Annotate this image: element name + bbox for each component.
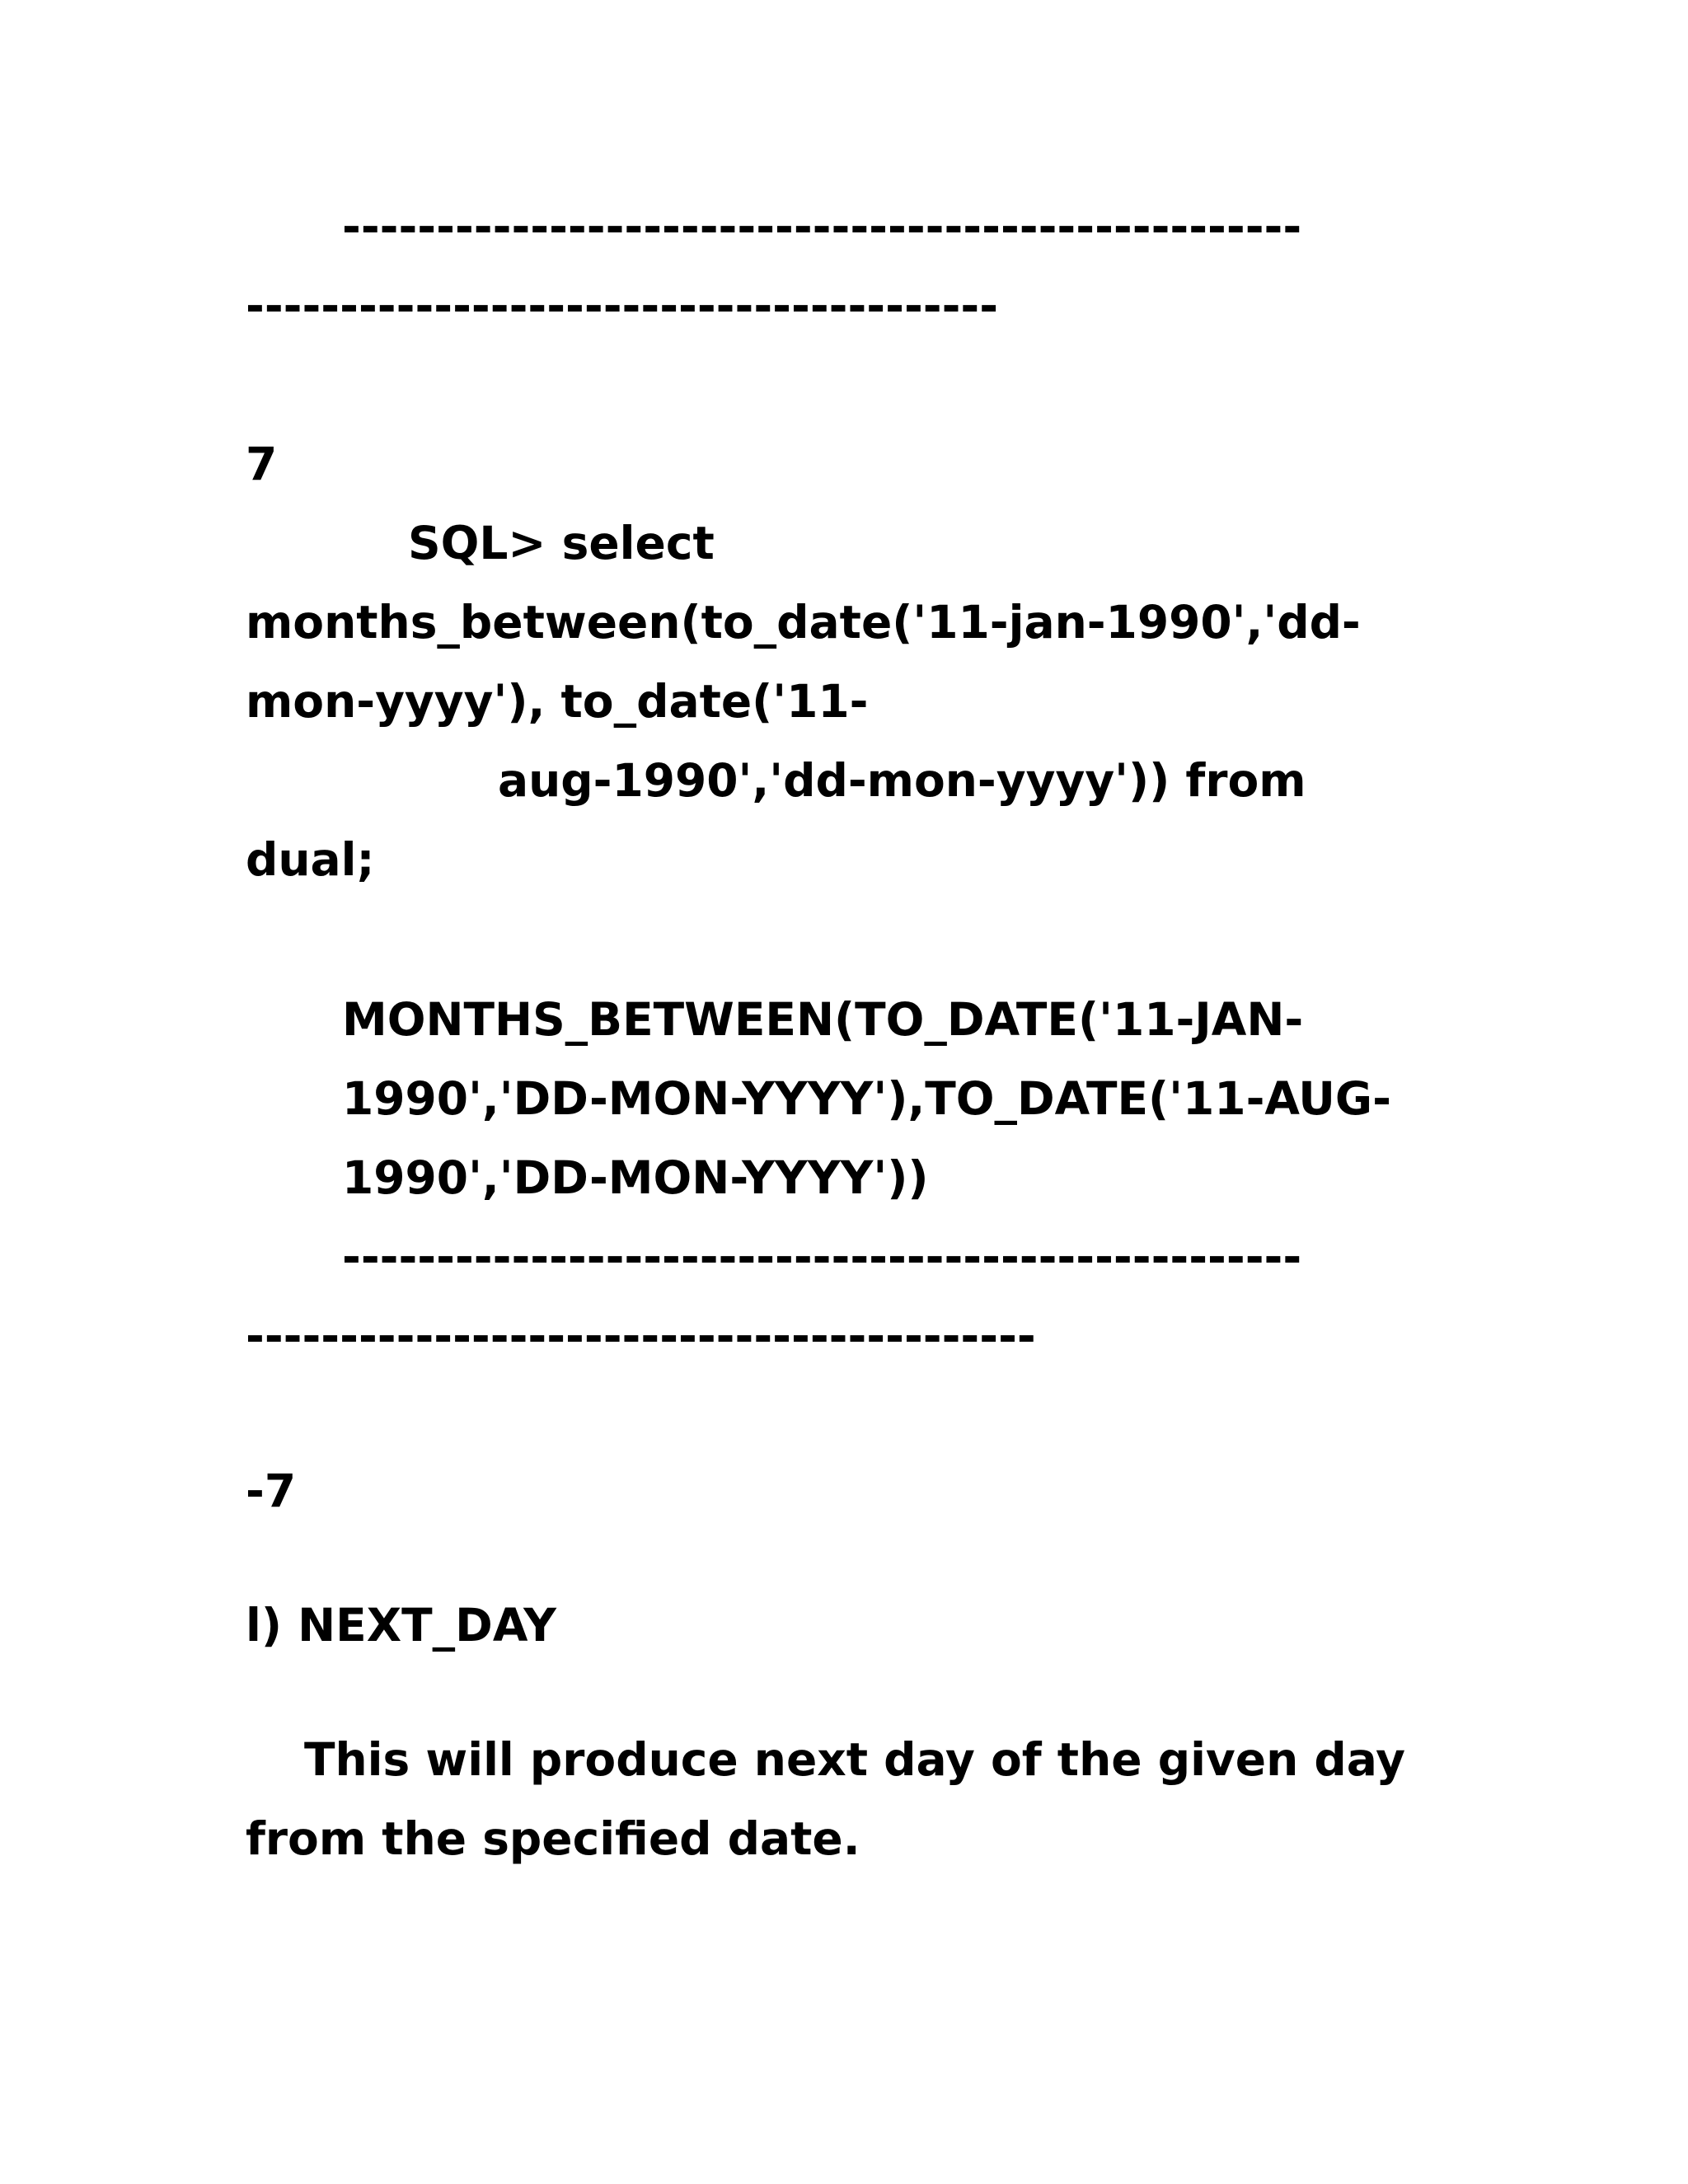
query-result-value: -7 (246, 1465, 297, 1517)
result-column-header: MONTHS_BETWEEN(TO_DATE('11-JAN- (342, 993, 1304, 1046)
query-result-value: 7 (246, 438, 278, 490)
sql-query-line: mon-yyyy'), to_date('11- (246, 675, 869, 728)
sql-query-line: dual; (246, 833, 375, 886)
description-text: This will produce next day of the given day (304, 1733, 1406, 1786)
result-column-header: 1990','DD-MON-YYYY')) (342, 1151, 929, 1204)
section-heading: l) NEXT_DAY (246, 1599, 556, 1652)
separator-line: --------------------------------------------------- (342, 1230, 1302, 1283)
description-text: from the specified date. (246, 1812, 860, 1865)
sql-query-line: aug-1990','dd-mon-yyyy')) from (498, 754, 1306, 807)
separator-line: --------------------------------------------------- (342, 200, 1302, 253)
sql-query-line: SQL> select (408, 517, 715, 569)
separator-line: ---------------------------------------- (246, 279, 999, 332)
sql-query-line: months_between(to_date('11-jan-1990','dd- (246, 596, 1361, 649)
result-column-header: 1990','DD-MON-YYYY'),TO_DATE('11-AUG- (342, 1072, 1391, 1125)
separator-line: ------------------------------------------ (246, 1310, 1036, 1362)
